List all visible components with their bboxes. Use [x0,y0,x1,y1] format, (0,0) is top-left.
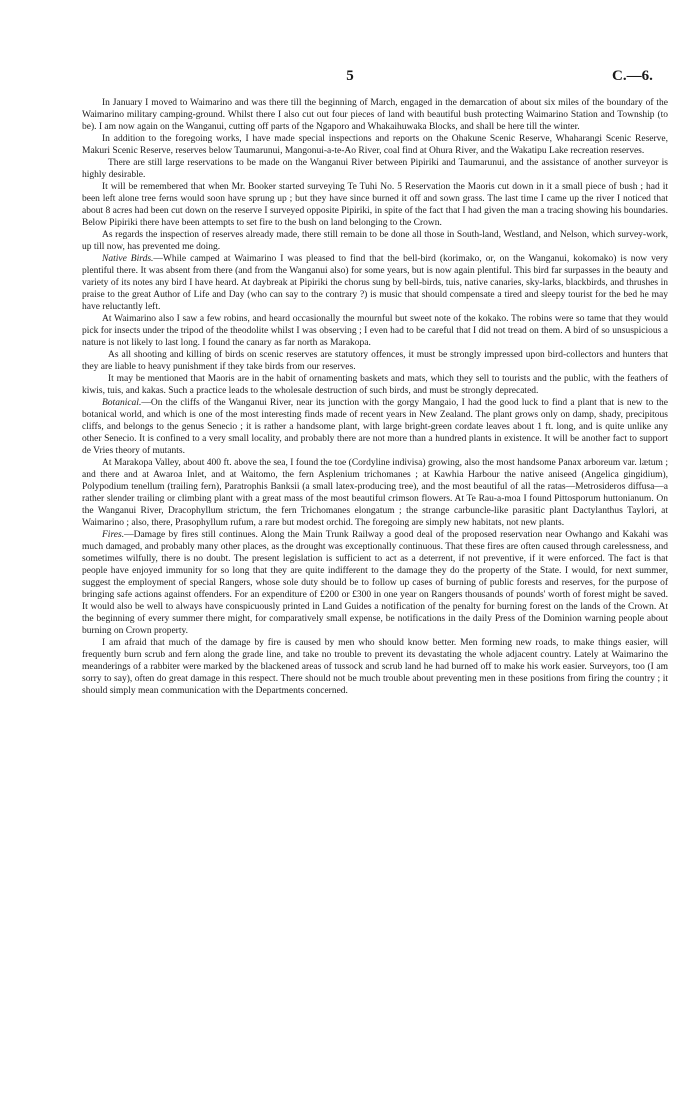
paragraph-botanical [82,397,668,457]
section-lead-botanical: Botanical. [102,398,142,408]
paragraph-text: —Damage by fires still continues. Along the Main Trunk Railway a good deal of the proposed reservation near Owhango and Kakahi was much damaged, and probably many other places, as the drought was exceptionally continuous. That these fires are often caused through carelessness, and sometimes wilfully, there is no doubt. The present legislation is sufficient to act as a deterrent, if not preventive, if it were enforced. The fact is that people have enjoyed immunity for so long that they are quite indifferent to the damage they do the property of the State. I would, for next summer, suggest the employment of special Rangers, whose sole duty should be to follow up cases of burning of public forests and reserves, for the purpose of bringing safe actions against offenders. For an expenditure of £200 or £300 in one year on Rangers thousands of pounds' worth of forest might be saved. It would also be well to always have conspicuously printed in Land Guides a notification of the penalty for burning forest on the lands of the Crown. At the beginning of every summer there might, for comparatively small expense, be notifications in the daily Press of the Dominion warning people about burning on Crown property. [82,530,668,636]
paragraph-native-birds [82,253,668,313]
paragraph-fire-damage: I am afraid that much of the damage by fire is caused by men who should know better. Men forming new roads, to make things easier, will frequently burn scrub and fern along the grade line, and take no trouble to prevent its devastating the whole adjacent country. Lately at Waimarino the meanderings of a rabbiter were marked by the blackened areas of tussock and scrub land he had burned off to make his work easier. Surveyors, too (I am sorry to say), often do great damage in this respect. There should not be much trouble about preventing men in these positions from firing the country ; it should simply mean communication with the Departments concerned. [82,638,668,696]
section-lead-native-birds: Native Birds. [102,254,154,264]
paragraph-robins: At Waimarino also I saw a few robins, and heard occasionally the mournful but sweet note of the kokako. The robins were so tame that they would pick for insects under the tripod of the theodolite whilst I was observing ; I even had to be careful that I did not tread on them. A bird of so unsuspicious a nature is not likely to last long. I found the canary as far north as Marakopa. [82,314,668,348]
report-body [82,97,668,697]
paragraph-te-tuhi: It will be remembered that when Mr. Booker started surveying Te Tuhi No. 5 Reservation the Maoris cut down in it a small piece of bush ; had it been left alone tree ferns would soon have sprung up ; but they have since burned it off and sown grass. The last time I came up the river I noticed that about 8 acres had been cut down on the reserve I surveyed opposite Pipiriki, in spite of the fact that I had given the man a tracing showing his boundaries. Below Pipiriki there have been attempts to set fire to the bush on land belonging to the Crown. [82,182,668,228]
paragraph-text: —On the cliffs of the Wanganui River, near its junction with the gorgy Mangaio, I had the good luck to find a plant that is new to the botanical world, and which is one of the most interesting finds made of recent years in New Zealand. The plant grows only on damp, shady, precipitous cliffs, and belongs to the genus Senecio ; it is rather a handsome plant, with large bright-green cordate leaves about 1 ft. long, and is quite unlike any other Senecio. It is confined to a very small locality, and probably there are not more than a hundred plants in existence. It will be another fact to support de Vries theory of mutants. [82,398,668,456]
page-number: 5 [346,68,354,84]
paragraph-reservations: There are still large reservations to be made on the Wanganui River between Pipiriki and Taumarunui, and the assistance of another surveyor is highly desirable. [82,158,668,180]
paragraph-text: —While camped at Waimarino I was pleased to find that the bell-bird (korimako, or, on the Wanganui, kokomako) is now very plentiful there. It was absent from there (and from the Wanganui also) for some years, but is now again plentiful. This bird far surpasses in the beauty and variety of its notes any bird I have heard. At daybreak at Pipiriki the chorus sung by bell-birds, tuis, native canaries, sky-larks, blackbirds, and thrushes in praise to the great Author of Life and Day (who can say to the contrary ?) is music that should compensate a tired and sleepy tourist for the bed he may have reluctantly left. [82,254,668,312]
section-lead-fires: Fires. [102,530,125,540]
paragraph-inspection-remaining: As regards the inspection of reserves already made, there still remain to be done all those in South-land, Westland, and Nelson, which survey-work, up till now, has prevented me doing. [82,230,668,252]
paragraph-inspections: In addition to the foregoing works, I have made special inspections and reports on the Ohakune Scenic Reserve, Whaharangi Scenic Reserve, Makuri Scenic Reserve, reserves below Taumarunui, Mangonui-a-te-Ao River, coal find at Ohura River, and the Wakatipu Lake recreation reserves. [82,134,668,156]
paragraph-waimarino: In January I moved to Waimarino and was there till the beginning of March, engaged in the demarcation of about six miles of the boundary of the Waimarino military camping-ground. Whilst there I also cut out four pieces of land with beautiful bush protecting Waimarino Station and Township (to be). I am now again on the Wanganui, cutting off parts of the Ngaporo and Whakaihuwaka Blocks, and shall be here till the winter. [82,98,668,132]
paragraph-feathers: It may be mentioned that Maoris are in the habit of ornamenting baskets and mats, which they sell to tourists and the public, with the feathers of kiwis, tuis, and kakas. Such a practice leads to the wholesale destruction of such birds, and must be strongly deprecated. [82,374,668,396]
paragraph-marakopa: At Marakopa Valley, about 400 ft. above the sea, I found the toe (Cordyline indivisa) growing, also the most handsome Panax arboreum var. lætum ; and there and at Awaroa Inlet, and at Waitomo, the fern Asplenium trichomanes ; at Kawhia Harbour the native aniseed (Angelica gingidium), Polypodium tenellum (trailing fern), Paratrophis Banksii (a small latex-producing tree), and the most beautiful of all the ratas—Metrosideros diffusa—a rather slender trailing or climbing plant with a great mass of the most beautiful crimson flowers. At Te Rau-a-moa I found Pittosporum huttonianum. On the Wanganui River, Dracophyllum strictum, the fern Trichomanes elongatum ; the strange carbuncle-like parasitic plant Dactylanthus Taylori, at Waimarino ; also, there, Prasophyllum rufum, a rare but modest orchid. The foregoing are simply new habitats, not new plants. [82,458,668,528]
page-reference: C.—6. [612,68,653,84]
paragraph-shooting: As all shooting and killing of birds on scenic reserves are statutory offences, it must be strongly impressed upon bird-collectors and hunters that they are liable to heavy punishment if they take birds from our reserves. [82,350,668,372]
paragraph-fires [82,529,668,637]
